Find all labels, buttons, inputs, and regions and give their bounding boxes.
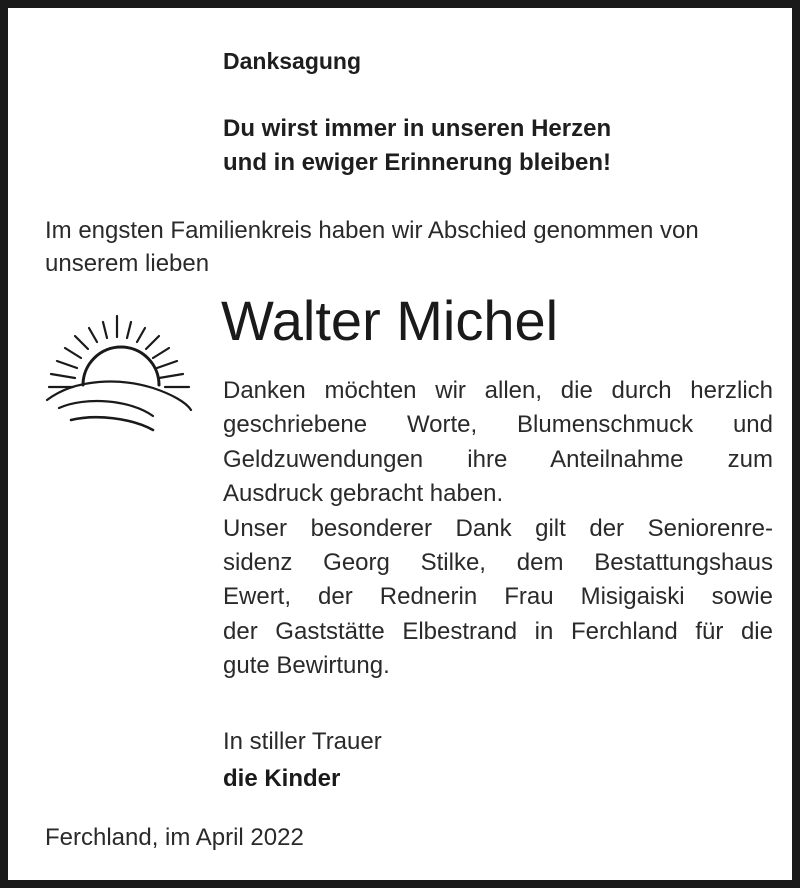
closing-block (223, 723, 382, 797)
motto-line: Du wirst immer in unseren Herzen (223, 115, 612, 142)
notice-heading: Danksagung (223, 48, 362, 74)
signoff: die Kinder (223, 765, 341, 792)
thanks-line: sidenz Georg Stilke, dem Bestattungshaus (223, 549, 773, 577)
thanks-line: geschriebene Worte, Blumenschmuck und (223, 411, 773, 439)
thanks-line: Ewert, der Rednerin Frau Misigaiski sowie (223, 583, 773, 611)
intro-text: Im engsten Familienkreis haben wir Abschied genommen von unserem lieben (45, 217, 699, 277)
place-date: Ferchland, im April 2022 (45, 824, 304, 851)
sunset-icon (41, 304, 196, 439)
motto (223, 112, 611, 180)
thanks-line: der Gaststätte Elbestrand in Ferchland für die (223, 617, 773, 645)
thanks-line: Danken möchten wir allen, die durch herzlich (223, 377, 773, 404)
thanks-line: Geldzuwendungen ihre Anteilnahme zum (223, 445, 773, 473)
motto-line: und in ewiger Erinnerung bleiben! (223, 149, 612, 176)
thanks-line: gute Bewirtung. (223, 652, 390, 680)
thanks-text (223, 374, 773, 684)
closing-text: In stiller Trauer (223, 728, 382, 755)
thanks-line: Unser besonderer Dank gilt der Seniorenre- (223, 514, 773, 542)
deceased-name: Walter Michel (221, 289, 559, 352)
thanks-line: Ausdruck gebracht haben. (223, 480, 504, 508)
